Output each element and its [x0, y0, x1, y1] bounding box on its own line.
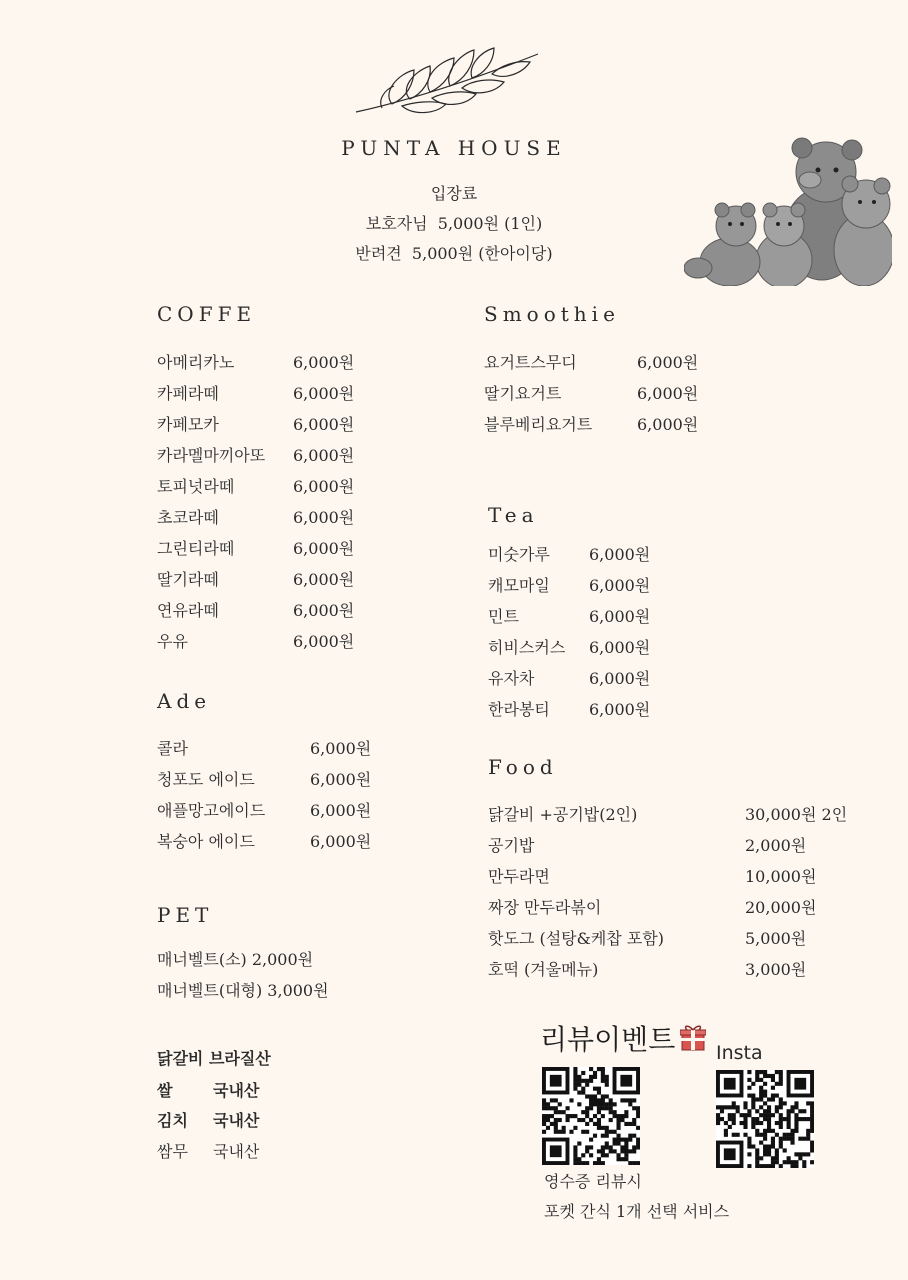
menu-item-price: 6,000원	[310, 801, 372, 820]
menu-item-price: 2,000원	[745, 836, 807, 855]
origin-item-origin: 국내산	[213, 1111, 260, 1130]
menu-item-price: 6,000원	[637, 415, 699, 434]
pet-item: 매너벨트(소) 2,000원	[157, 950, 314, 969]
menu-item	[488, 635, 888, 657]
menu-item-price: 6,000원	[589, 700, 651, 719]
teddy-bears-image	[684, 134, 892, 286]
insta-label: Insta	[716, 1042, 763, 1064]
menu-item-name: 민트	[488, 607, 519, 626]
menu-item-name: 초코라떼	[157, 508, 219, 527]
review-event-line: 포켓 간식 1개 선택 서비스	[544, 1202, 730, 1221]
section-title-food: Food	[488, 755, 558, 779]
menu-item	[484, 381, 884, 403]
menu-item	[484, 350, 884, 372]
origin-item-origin: 국내산	[213, 1142, 260, 1161]
menu-item-name: 닭갈비 +공기밥(2인)	[488, 805, 638, 824]
menu-item-price: 6,000원	[310, 770, 372, 789]
menu-item-price: 10,000원	[745, 867, 817, 886]
review-event-title: 리뷰이벤트	[540, 1023, 676, 1056]
menu-item	[488, 833, 888, 855]
qr-code-icon[interactable]	[716, 1070, 814, 1168]
menu-item-price: 6,000원	[293, 477, 355, 496]
section-title-smoothie: Smoothie	[484, 302, 620, 326]
menu-item-price: 6,000원	[293, 415, 355, 434]
section-title-coffee: COFFE	[157, 302, 257, 326]
menu-item-name: 호떡 (겨울메뉴)	[488, 960, 599, 979]
menu-item-price: 6,000원	[293, 632, 355, 651]
origin-item-origin: 국내산	[213, 1081, 260, 1100]
menu-item-price: 6,000원	[310, 832, 372, 851]
menu-item-price: 6,000원	[637, 384, 699, 403]
origin-title: 닭갈비 브라질산	[157, 1049, 271, 1068]
menu-item-name: 우유	[157, 632, 188, 651]
menu-item-price: 6,000원	[293, 384, 355, 403]
menu-item-name: 카페라떼	[157, 384, 219, 403]
menu-item-name: 딸기라떼	[157, 570, 219, 589]
menu-item-name: 카페모카	[157, 415, 219, 434]
page-title: PUNTA HOUSE	[341, 136, 567, 160]
menu-item-price: 6,000원	[293, 508, 355, 527]
pet-item: 매너벨트(대형) 3,000원	[157, 981, 329, 1000]
menu-item-name: 만두라면	[488, 867, 550, 886]
menu-item-name: 짜장 만두라볶이	[488, 898, 602, 917]
admission-dog: 반려견 5,000원 (한아이당)	[355, 244, 553, 263]
origin-item-name: 김치	[157, 1111, 188, 1130]
olive-branch-icon	[352, 44, 542, 122]
menu-item-name: 핫도그 (설탕&케찹 포함)	[488, 929, 665, 948]
menu-item-name: 아메리카노	[157, 353, 235, 372]
menu-item-name: 콜라	[157, 739, 188, 758]
menu-item-price: 3,000원	[745, 960, 807, 979]
menu-item	[488, 802, 888, 824]
menu-item-price: 6,000원	[293, 446, 355, 465]
menu-item	[488, 604, 888, 626]
gift-box-icon	[680, 1024, 706, 1052]
menu-item-name: 유자차	[488, 669, 535, 688]
menu-item	[488, 542, 888, 564]
section-title-tea: Tea	[488, 503, 539, 527]
menu-item-name: 청포도 에이드	[157, 770, 255, 789]
origin-item-name: 쌈무	[157, 1142, 188, 1161]
menu-item	[484, 412, 884, 434]
menu-item	[488, 697, 888, 719]
admission-guardian: 보호자님 5,000원 (1인)	[365, 214, 543, 233]
menu-item-name: 딸기요거트	[484, 384, 562, 403]
menu-item-name: 토피넛라떼	[157, 477, 235, 496]
menu-item-price: 6,000원	[589, 638, 651, 657]
menu-item-name: 요거트스무디	[484, 353, 577, 372]
menu-item	[488, 895, 888, 917]
admission-label: 입장료	[430, 184, 478, 203]
menu-item-price: 6,000원	[589, 607, 651, 626]
menu-item-name: 그린티라떼	[157, 539, 235, 558]
menu-item-name: 히비스커스	[488, 638, 566, 657]
menu-item-price: 30,000원 2인	[745, 805, 848, 824]
menu-item-price: 6,000원	[293, 601, 355, 620]
menu-item	[488, 864, 888, 886]
section-title-pet: PET	[157, 903, 214, 927]
menu-item-name: 한라봉티	[488, 700, 550, 719]
menu-item-price: 6,000원	[589, 576, 651, 595]
menu-item-name: 복숭아 에이드	[157, 832, 255, 851]
menu-item-price: 6,000원	[637, 353, 699, 372]
menu-item-name: 공기밥	[488, 836, 535, 855]
menu-item-price: 6,000원	[589, 669, 651, 688]
section-title-ade: Ade	[157, 689, 212, 713]
menu-item-name: 연유라떼	[157, 601, 219, 620]
menu-item-name: 블루베리요거트	[484, 415, 593, 434]
menu-item-price: 20,000원	[745, 898, 817, 917]
menu-item	[157, 474, 557, 496]
menu-item-price: 6,000원	[293, 539, 355, 558]
menu-item	[488, 957, 888, 979]
qr-code-icon[interactable]	[542, 1067, 640, 1165]
menu-item-price: 6,000원	[293, 570, 355, 589]
menu-item-name: 캐모마일	[488, 576, 550, 595]
menu-item-name: 카라멜마끼아또	[157, 446, 266, 465]
menu-item	[488, 926, 888, 948]
menu-item-name: 미숫가루	[488, 545, 550, 564]
menu-item-price: 6,000원	[310, 739, 372, 758]
menu-item	[488, 573, 888, 595]
origin-item-name: 쌀	[157, 1081, 173, 1100]
menu-item-price: 6,000원	[589, 545, 651, 564]
menu-item	[488, 666, 888, 688]
review-event-line: 영수증 리뷰시	[544, 1172, 642, 1191]
menu-item	[157, 443, 557, 465]
menu-item-price: 5,000원	[745, 929, 807, 948]
menu-item-price: 6,000원	[293, 353, 355, 372]
menu-item-name: 애플망고에이드	[157, 801, 266, 820]
